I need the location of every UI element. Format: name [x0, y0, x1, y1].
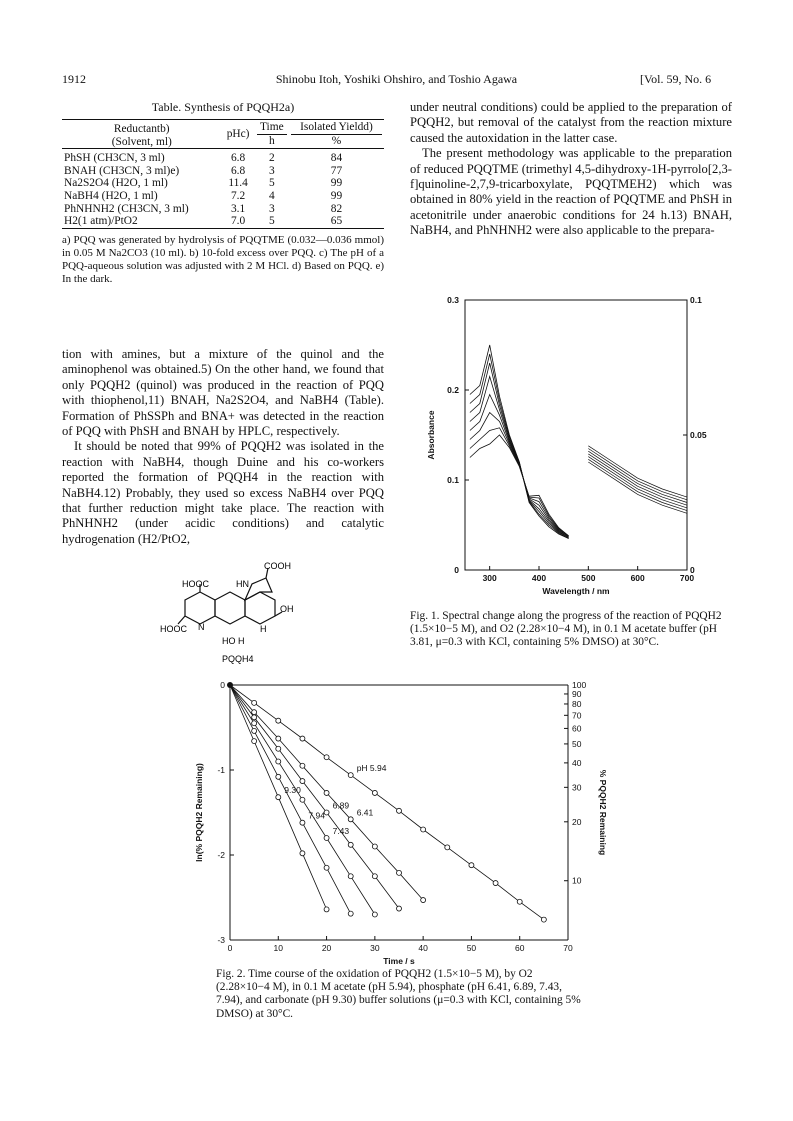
y-tick-label: 0.2 [447, 385, 459, 395]
pqqh4-structure [160, 560, 310, 670]
left-column-text [62, 347, 384, 547]
y-tick-label: 0.1 [447, 475, 459, 485]
data-point [372, 790, 377, 795]
table-cell-ph: 6.8 [230, 164, 246, 177]
x-tick-label: 600 [630, 573, 645, 583]
structure-label: H [260, 624, 267, 634]
data-point [276, 718, 281, 723]
table-cell-ph: 3.1 [230, 202, 246, 215]
plot-frame [465, 300, 687, 570]
data-point [348, 842, 353, 847]
fig1-chart [420, 290, 720, 610]
x-tick-label: 300 [482, 573, 497, 583]
col-ph: pHc) [226, 127, 250, 140]
data-point [276, 795, 281, 800]
table-cell-time: 5 [268, 215, 275, 228]
right-column-text [410, 100, 732, 239]
paragraph: It should be noted that 99% of PQQH2 was isolated in the reaction with NaBH4, though Duine and his co-workers reported the formation of PQQH4 in the reaction with NaBH4.12) Probably, they used so excess NaBH4 over PQQ that further reduction might take place. The reaction with PhNHNH2 (under acidic conditions) and catalytic hydrogenation (H2/PtO2, [62, 439, 384, 546]
y2-tick-label: 90 [572, 688, 582, 699]
table-cell-yield: 99 [330, 177, 343, 190]
data-point [372, 844, 377, 849]
data-point [397, 808, 402, 813]
x-tick-label: 400 [531, 573, 547, 583]
table-cell-reductant: H2(1 atm)/PtO2 [64, 215, 138, 228]
data-point [276, 774, 281, 779]
data-point [372, 874, 377, 879]
structure-label: HOOC [182, 579, 209, 589]
page-number: 1912 [62, 72, 86, 86]
x-tick-label: 50 [466, 943, 477, 953]
x-axis-label: Time / s [383, 956, 415, 966]
table-row [62, 149, 384, 165]
y2-tick-label: 20 [572, 816, 582, 827]
y2-tick-label: 70 [572, 710, 582, 721]
data-point [252, 710, 257, 715]
series-label: 7.43 [332, 826, 350, 836]
series-label: 9.30 [284, 785, 301, 796]
table-cell-time: 2 [268, 152, 275, 165]
table-cell-reductant: Na2S2O4 (H2O, 1 ml) [64, 177, 168, 190]
data-point [348, 874, 353, 879]
spectrum-line [470, 377, 569, 538]
series-label: 7.94 [308, 810, 325, 821]
fig2-caption: Fig. 2. Time course of the oxidation of PQQH2 (1.5×10−5 M), by O2 (2.28×10−4 M), in 0.1 M acetate (pH 5.94), phosphate (pH 6.41, 6.89, 7.43, 7.94), and carbonate (pH 9.30) buffer solutions (μ=0.3 with KCl, containing 5% DMSO) at 30°C. [216, 968, 581, 1020]
data-point [300, 820, 305, 825]
data-point [324, 790, 329, 795]
data-point [324, 755, 329, 760]
table-cell-yield: 84 [330, 152, 343, 165]
x-tick-label: 10 [273, 943, 284, 953]
y-axis-label: Absorbance [426, 410, 436, 460]
y-tick-label: 0.3 [447, 295, 459, 305]
y2-tick-label: 60 [572, 723, 582, 734]
data-point [348, 911, 353, 916]
table-cell-yield: 77 [330, 164, 343, 177]
fig1-caption: Fig. 1. Spectral change along the progress of the reaction of PQQH2 (1.5×10−5 M), and O2 (2.28×10−4 M), in 0.1 M acetate buffer (pH 3.81, μ=0.3 with KCl, containing 5% DMSO) at 30°C. [410, 610, 722, 649]
table-cell-yield: 65 [330, 215, 343, 228]
table-footnote: a) PQQ was generated by hydrolysis of PQQTME (0.032—0.036 mmol) in 0.05 M Na2CO3 (10 ml). b) 10-fold excess over PQQ. c) The pH of a PQQ-aqueous solution was adjusted with 2 M HCl. d) Based on PQQ. e) In the dark. [62, 233, 384, 285]
table-cell-yield: 99 [330, 189, 343, 202]
x-tick-label: 70 [563, 943, 573, 953]
table-cell-reductant: PhSH (CH3CN, 3 ml) [64, 152, 165, 165]
table-row [62, 215, 384, 228]
origin-point [227, 682, 233, 688]
x-tick-label: 500 [581, 573, 596, 583]
structure-label: N [198, 622, 205, 632]
table-cell-time: 3 [268, 202, 275, 215]
y2-tick-label: 30 [572, 782, 582, 793]
data-point [276, 759, 281, 764]
data-point [469, 863, 474, 868]
table-cell-ph: 11.4 [228, 177, 248, 190]
x-tick-label: 20 [321, 943, 332, 953]
y-tick-label: -3 [217, 935, 225, 945]
data-point [300, 763, 305, 768]
y2-axis-label: % PQQH2 Remaining [598, 769, 608, 856]
data-point [348, 773, 353, 778]
data-point [276, 746, 281, 751]
data-point [445, 845, 450, 850]
data-point [348, 817, 353, 822]
table-cell-reductant: NaBH4 (H2O, 1 ml) [64, 189, 158, 202]
series-label: 6.89 [332, 800, 350, 811]
table-row [62, 203, 384, 216]
data-point [324, 865, 329, 870]
col-time: Time h [255, 120, 289, 149]
y2-tick-label: 0.05 [690, 430, 707, 440]
x-tick-label: 60 [514, 943, 525, 953]
y-tick-label: 0 [220, 680, 225, 690]
table-cell-yield: 82 [330, 202, 343, 215]
x-tick-label: 700 [679, 573, 695, 583]
spectrum-line [470, 435, 569, 536]
running-authors: Shinobu Itoh, Yoshiki Ohshiro, and Toshio Agawa [275, 72, 518, 86]
data-point [397, 906, 402, 911]
col-yield: Isolated Yieldd) % [289, 120, 384, 149]
table-cell-time: 3 [268, 164, 275, 177]
fig2-chart [190, 675, 630, 970]
table-cell-ph: 7.0 [230, 215, 246, 228]
y-axis-label: ln(% PQQH2 Remaining) [194, 763, 204, 862]
data-point [324, 907, 329, 912]
table-cell-ph: 6.8 [230, 152, 246, 165]
data-point [372, 912, 377, 917]
structure-label: HO H [222, 636, 245, 646]
table-cell-reductant: BNAH (CH3CN, 3 ml)e) [64, 164, 180, 177]
structure-label: OH [280, 604, 294, 614]
data-point [300, 851, 305, 856]
y2-tick-label: 80 [572, 698, 582, 709]
data-point [421, 827, 426, 832]
structure-name: PQQH4 [222, 654, 254, 664]
y2-tick-label: 0 [690, 565, 695, 575]
data-point [252, 728, 257, 733]
structure-label: HN [236, 579, 249, 589]
x-tick-label: 0 [227, 943, 233, 953]
table-row [62, 190, 384, 203]
y-tick-label: 0 [454, 565, 459, 575]
y-tick-label: -1 [217, 765, 225, 775]
table-block [62, 100, 384, 286]
data-point [276, 736, 281, 741]
x-axis-label: Wavelength / nm [542, 586, 610, 596]
y2-tick-label: 100 [572, 680, 587, 690]
table-cell-time: 4 [268, 189, 275, 202]
data-point [300, 797, 305, 802]
series-label: pH 5.94 [356, 763, 387, 774]
table-cell-reductant: PhNHNH2 (CH3CN, 3 ml) [64, 202, 189, 215]
data-point [252, 739, 257, 744]
data-point [517, 899, 522, 904]
y2-tick-label: 10 [572, 875, 582, 886]
y2-tick-label: 0.1 [690, 295, 702, 305]
table-row [62, 177, 384, 190]
data-point [300, 736, 305, 741]
data-point [300, 779, 305, 784]
data-point [324, 836, 329, 841]
table-row [62, 165, 384, 178]
y-tick-label: -2 [217, 850, 225, 860]
series-label: 6.41 [356, 807, 374, 818]
y2-tick-label: 50 [572, 738, 582, 749]
structure-label: COOH [264, 561, 291, 571]
data-point [421, 898, 426, 903]
paragraph: The present methodology was applicable to the preparation of reduced PQQTME (trimethyl 4,5-dihydroxy-1H-pyrrolo[2,3-f]quinoline-2,7,9-tricarboxylate, PQQTMEH2) which was obtained in 80% yield in the reaction of PQQTME and PhSH in acetonitrile under anaerobic conditions for 24 h.13) BNAH, NaBH4, and PhNHNH2 were also applicable to the prepara- [410, 146, 732, 238]
structure-label: HOOC [160, 624, 187, 634]
data-point [252, 715, 257, 720]
spectrum-line [470, 363, 569, 538]
table-title: Table. Synthesis of PQQH2a) [151, 100, 295, 114]
running-volume: [Vol. 59, No. 6 [640, 72, 712, 86]
col-reductant: Reductantb) (Solvent, ml) [111, 123, 172, 148]
paragraph: under neutral conditions) could be applied to the preparation of PQQH2, but removal of the catalyst from the reaction mixture caused the autoxidation in the latter case. [410, 100, 732, 145]
synthesis-table [62, 119, 384, 229]
spectrum-line [470, 413, 569, 537]
data-point [493, 881, 498, 886]
table-cell-time: 5 [268, 177, 275, 190]
y2-tick-label: 40 [572, 757, 582, 768]
x-tick-label: 30 [370, 943, 380, 953]
data-point [252, 721, 257, 726]
table-cell-ph: 7.2 [230, 189, 246, 202]
x-tick-label: 40 [418, 943, 428, 953]
data-point [541, 917, 546, 922]
data-point [252, 700, 257, 705]
paragraph: tion with amines, but a mixture of the quinol and the aminophenol was obtained.5) On the other hand, we found that only PQQH2 (quinol) was produced in the reaction of PQQ with thiophenol,11) BNAH, Na2S2O4, and NaBH4 (Table). Formation of PhSSPh and BNA+ was detected in the reaction of PQQ with PhSH and BNAH by HPLC, respectively. [62, 347, 384, 439]
data-point [397, 870, 402, 875]
spectrum-line [470, 428, 569, 536]
